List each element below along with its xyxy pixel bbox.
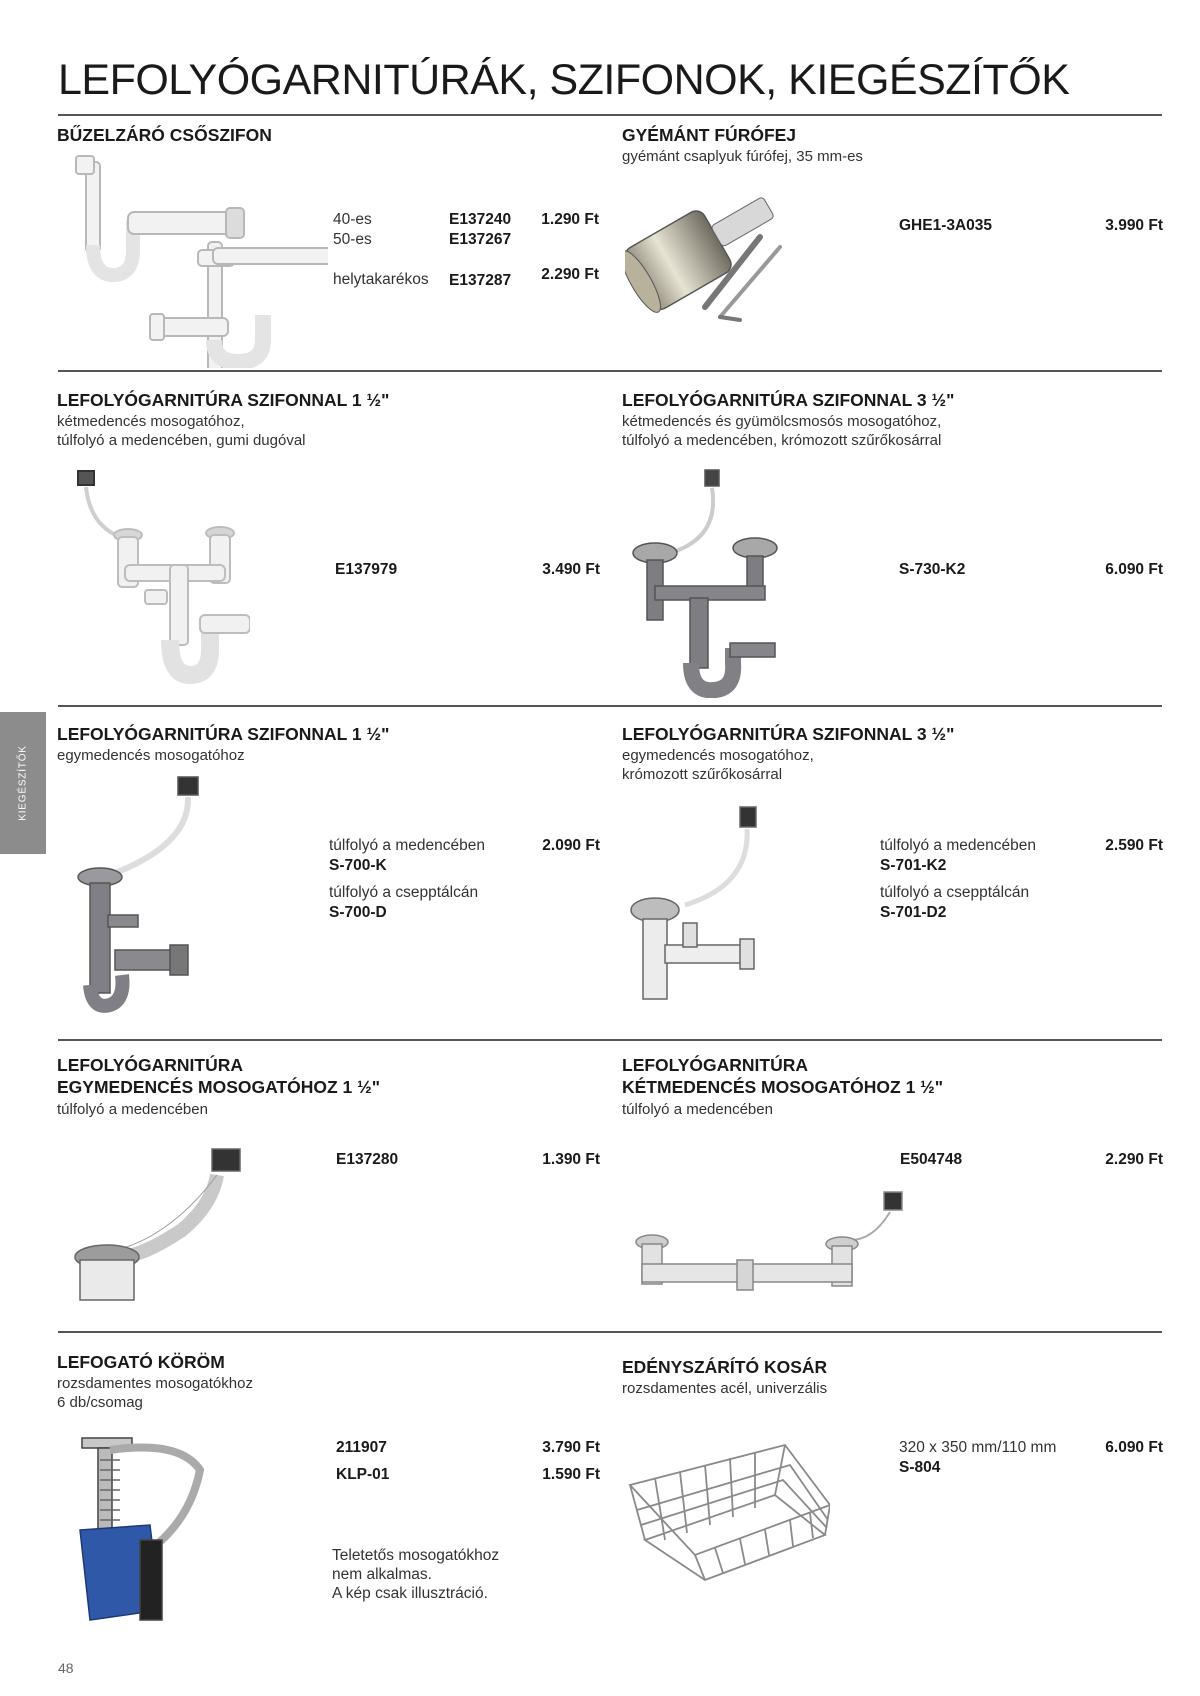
csoszifon-image: [58, 150, 328, 368]
divider-3: [58, 1039, 1162, 1041]
product-heading-szifonnal-1: LEFOLYÓGARNITÚRA SZIFONNAL 1 ½": [57, 390, 390, 410]
p8-desc: túlfolyó a medencében: [622, 1101, 773, 1118]
egymed-garnitura-image: [62, 1145, 252, 1310]
lefogato-image: [70, 1430, 220, 1625]
product-heading-kosar: EDÉNYSZÁRÍTÓ KOSÁR: [622, 1357, 828, 1377]
p8-heading-line2: KÉTMEDENCÉS MOSOGATÓHOZ 1 ½": [622, 1077, 944, 1097]
p10-code: S-804: [899, 1459, 941, 1476]
kosar-image: [625, 1440, 830, 1585]
p9-price2: 1.590 Ft: [542, 1466, 600, 1483]
title-rule: [58, 114, 1162, 116]
p6-opt1-code: S-701-K2: [880, 857, 947, 874]
divider-4: [58, 1331, 1162, 1333]
product-heading-szifonnal-3: LEFOLYÓGARNITÚRA SZIFONNAL 3 ½": [622, 390, 955, 410]
p4-price: 6.090 Ft: [1105, 561, 1163, 578]
p6-opt2-label: túlfolyó a csepptálcán: [880, 884, 1030, 901]
p1-row1-price: 1.290 Ft: [541, 211, 599, 228]
p7-price: 1.390 Ft: [542, 1151, 600, 1168]
product-heading-csoszifon: BŰZELZÁRÓ CSŐSZIFON: [57, 125, 272, 145]
p6-opt1-price: 2.590 Ft: [1105, 837, 1163, 854]
p3-price: 3.490 Ft: [542, 561, 600, 578]
p1-row3-label: helytakarékos: [333, 271, 429, 288]
page-title: LEFOLYÓGARNITÚRÁK, SZIFONOK, KIEGÉSZÍTŐK: [58, 56, 1070, 104]
szifonnal-1-image: [70, 465, 250, 695]
p10-size: 320 x 350 mm/110 mm: [899, 1439, 1057, 1456]
p10-desc: rozsdamentes acél, univerzális: [622, 1380, 828, 1397]
p3-desc1: kétmedencés mosogatóhoz,: [57, 413, 245, 430]
p2-code: GHE1-3A035: [899, 217, 993, 234]
side-tab-label: KIEGÉSZÍTŐK: [17, 745, 29, 821]
p7-desc: túlfolyó a medencében: [57, 1101, 208, 1118]
p1-row1-code: E137240: [449, 211, 512, 228]
p9-desc1: rozsdamentes mosogatókhoz: [57, 1375, 253, 1392]
p3-desc2: túlfolyó a medencében, gumi dugóval: [57, 432, 306, 449]
p2-price: 3.990 Ft: [1105, 217, 1163, 234]
page-number: 48: [58, 1660, 74, 1676]
p6-opt2-code: S-701-D2: [880, 904, 947, 921]
product-heading-szifonnal-3-egymed: LEFOLYÓGARNITÚRA SZIFONNAL 3 ½": [622, 724, 955, 744]
p9-note1: Teletetős mosogatókhoz: [332, 1547, 500, 1564]
p9-price1: 3.790 Ft: [542, 1439, 600, 1456]
p4-code: S-730-K2: [899, 561, 966, 578]
p9-code1: 211907: [336, 1439, 387, 1456]
p1-row2-label: 50-es: [333, 231, 372, 248]
szifonnal-3-egymed-image: [625, 805, 765, 1005]
p8-code: E504748: [900, 1151, 963, 1168]
p7-heading-line1: LEFOLYÓGARNITÚRA: [57, 1055, 244, 1075]
p5-desc: egymedencés mosogatóhoz: [57, 747, 245, 764]
p1-row3-code: E137287: [449, 272, 512, 289]
szifonnal-3-image: [625, 468, 795, 698]
p3-code: E137979: [335, 561, 398, 578]
ketmed-garnitura-image: [622, 1182, 912, 1302]
szifonnal-1-egymed-image: [70, 775, 220, 1015]
p9-note2: nem alkalmas.: [332, 1566, 432, 1583]
p1-row3-price: 2.290 Ft: [541, 266, 599, 283]
p5-opt2-label: túlfolyó a csepptálcán: [329, 884, 479, 901]
furofej-desc: gyémánt csaplyuk fúrófej, 35 mm-es: [622, 148, 863, 165]
p8-heading-line1: LEFOLYÓGARNITÚRA: [622, 1055, 809, 1075]
p8-price: 2.290 Ft: [1105, 1151, 1163, 1168]
p4-desc1: kétmedencés és gyümölcsmosós mosogatóhoz,: [622, 413, 942, 430]
p6-opt1-label: túlfolyó a medencében: [880, 837, 1036, 854]
product-heading-lefogato: LEFOGATÓ KÖRÖM: [57, 1352, 225, 1372]
divider-2: [58, 705, 1162, 707]
divider-1: [58, 370, 1162, 372]
product-heading-furofej: GYÉMÁNT FÚRÓFEJ: [622, 125, 797, 145]
p9-note3: A kép csak illusztráció.: [332, 1585, 488, 1602]
p6-desc1: egymedencés mosogatóhoz,: [622, 747, 814, 764]
p6-desc2: krómozott szűrőkosárral: [622, 766, 783, 783]
p5-opt2-code: S-700-D: [329, 904, 387, 921]
p5-opt1-label: túlfolyó a medencében: [329, 837, 485, 854]
p9-desc2: 6 db/csomag: [57, 1394, 143, 1411]
p5-opt1-price: 2.090 Ft: [542, 837, 600, 854]
p9-code2: KLP-01: [336, 1466, 390, 1483]
product-heading-szifonnal-1-egymed: LEFOLYÓGARNITÚRA SZIFONNAL 1 ½": [57, 724, 390, 744]
side-tab: [0, 712, 46, 854]
p1-row2-code: E137267: [449, 231, 512, 248]
p7-heading-line2: EGYMEDENCÉS MOSOGATÓHOZ 1 ½": [57, 1077, 381, 1097]
p7-code: E137280: [336, 1151, 399, 1168]
p10-price: 6.090 Ft: [1105, 1439, 1163, 1456]
p5-opt1-code: S-700-K: [329, 857, 387, 874]
furofej-image: [625, 192, 790, 332]
p4-desc2: túlfolyó a medencében, krómozott szűrőkosárral: [622, 432, 942, 449]
p1-row1-label: 40-es: [333, 211, 372, 228]
